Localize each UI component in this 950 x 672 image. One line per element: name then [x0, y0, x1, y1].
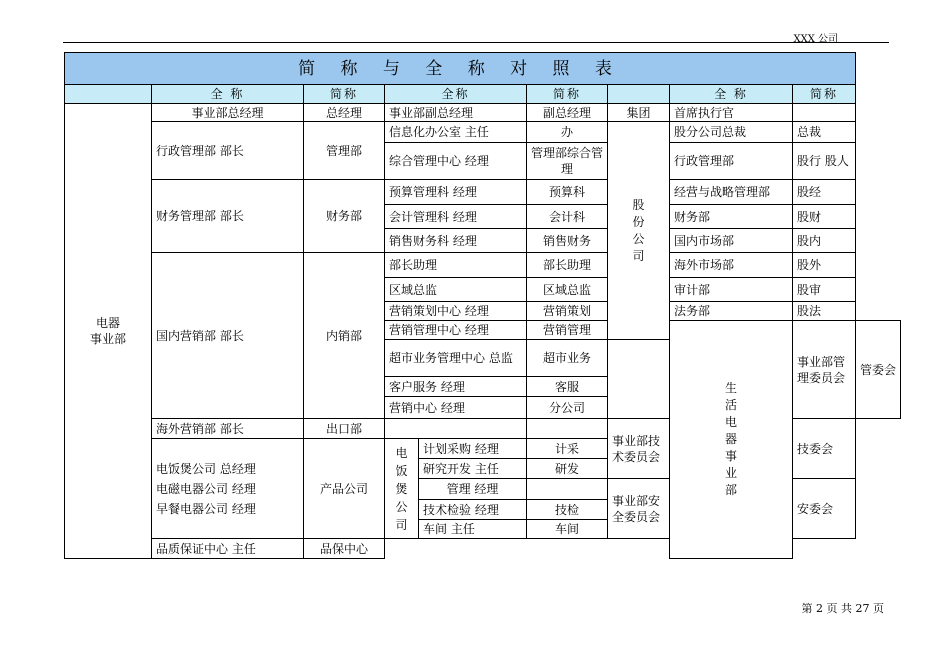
cell: 股经	[793, 180, 856, 205]
sub-company-cell: 电 饭 煲 公 司	[385, 439, 419, 539]
division-cell: 电器 事业部	[65, 104, 152, 559]
cell: 会计管理科 经理	[385, 205, 527, 229]
cell: 销售财务	[527, 229, 608, 253]
cell: 经营与战略管理部	[670, 180, 793, 205]
cell: 股分公司总裁	[670, 122, 793, 143]
cell: 行政管理部	[670, 143, 793, 180]
cell: 技术检验 经理	[419, 500, 527, 520]
cell: 车间	[527, 520, 608, 539]
table-title: 简 称 与 全 称 对 照 表	[65, 53, 856, 85]
header-rule	[63, 42, 889, 43]
page-number: 第 2 页 共 27 页	[801, 602, 884, 615]
cell: 行政管理部 部长	[152, 122, 304, 180]
cell: 国内市场部	[670, 229, 793, 253]
cell: 产品公司	[304, 439, 385, 539]
cell: 审计部	[670, 278, 793, 302]
cell: 营销管理	[527, 321, 608, 340]
cell: 集团	[608, 104, 670, 122]
cell: 股行 股人	[793, 143, 856, 180]
header-abbr-1: 简称	[304, 85, 385, 104]
cell: 营销策划	[527, 302, 608, 321]
header-abbr-2: 简称	[527, 85, 608, 104]
cell	[527, 419, 608, 439]
cell	[385, 419, 527, 439]
column-header-row	[65, 85, 901, 104]
cell: 营销策划中心 经理	[385, 302, 527, 321]
table-row	[65, 104, 901, 122]
group-cell-appliance-division: 生 活 电 器 事 业 部	[670, 321, 793, 559]
cell: 管理部综合管理	[527, 143, 608, 180]
cell: 内销部	[304, 253, 385, 419]
cell: 预算科	[527, 180, 608, 205]
cell: 股审	[793, 278, 856, 302]
cell: 出口部	[304, 419, 385, 439]
cell: 销售财务科 经理	[385, 229, 527, 253]
cell: 股法	[793, 302, 856, 321]
cell: 超市业务	[527, 340, 608, 377]
cell: 研究开发 主任	[419, 459, 527, 479]
cell: 法务部	[670, 302, 793, 321]
cell: 海外营销部 部长	[152, 419, 304, 439]
cell: 超市业务管理中心 总监	[385, 340, 527, 377]
cell: 安委会	[793, 479, 856, 539]
cell: 股内	[793, 229, 856, 253]
cell: 客服	[527, 377, 608, 397]
cell: 区域总监	[385, 278, 527, 302]
cell: 事业部总经理	[152, 104, 304, 122]
cell: 首席执行官	[670, 104, 793, 122]
header-abbr-3: 简称	[793, 85, 856, 104]
cell: 管理部	[304, 122, 385, 180]
cell: 海外市场部	[670, 253, 793, 278]
header-full-name-3: 全 称	[670, 85, 793, 104]
cell: 车间 主任	[419, 520, 527, 539]
cell: 电饭煲公司 总经理 电磁电器公司 经理 早餐电器公司 经理	[152, 439, 304, 539]
header-full-name-1: 全 称	[152, 85, 304, 104]
cell: 事业部技术委员会	[608, 419, 670, 479]
cell: 营销中心 经理	[385, 397, 527, 419]
cell	[385, 539, 608, 559]
cell: 品保中心	[304, 539, 385, 559]
cell: 副总经理	[527, 104, 608, 122]
cell: 事业部管理委员会	[793, 321, 856, 419]
group-cell-shares-company: 股 份 公 司	[608, 122, 670, 340]
abbreviation-table	[64, 52, 901, 559]
cell: 计采	[527, 439, 608, 459]
cell: 会计科	[527, 205, 608, 229]
table-row	[65, 122, 901, 143]
header-blank-2	[608, 85, 670, 104]
cell: 研发	[527, 459, 608, 479]
cell: 国内营销部 部长	[152, 253, 304, 419]
cell: 财务部	[670, 205, 793, 229]
cell: 股外	[793, 253, 856, 278]
cell: 股财	[793, 205, 856, 229]
cell: 计划采购 经理	[419, 439, 527, 459]
company-header: XXX 公司	[793, 34, 838, 45]
cell: 财务部	[304, 180, 385, 253]
cell: 办	[527, 122, 608, 143]
cell: 技检	[527, 500, 608, 520]
cell: 总经理	[304, 104, 385, 122]
table-row	[65, 253, 901, 278]
cell: 事业部副总经理	[385, 104, 527, 122]
cell	[527, 479, 608, 500]
cell: 信息化办公室 主任	[385, 122, 527, 143]
table-row	[65, 180, 901, 205]
cell: 技委会	[793, 419, 856, 479]
header-blank	[65, 85, 152, 104]
header-full-name-2: 全称	[385, 85, 527, 104]
cell: 区域总监	[527, 278, 608, 302]
cell	[793, 104, 856, 122]
cell: 营销管理中心 经理	[385, 321, 527, 340]
cell: 管理 经理	[419, 479, 527, 500]
cell: 综合管理中心 经理	[385, 143, 527, 180]
cell: 部长助理	[527, 253, 608, 278]
cell: 客户服务 经理	[385, 377, 527, 397]
cell: 预算管理科 经理	[385, 180, 527, 205]
cell: 管委会	[856, 321, 901, 419]
cell: 财务管理部 部长	[152, 180, 304, 253]
cell: 事业部安全委员会	[608, 479, 670, 539]
cell: 品质保证中心 主任	[152, 539, 304, 559]
cell: 总裁	[793, 122, 856, 143]
cell: 部长助理	[385, 253, 527, 278]
cell: 分公司	[527, 397, 608, 419]
